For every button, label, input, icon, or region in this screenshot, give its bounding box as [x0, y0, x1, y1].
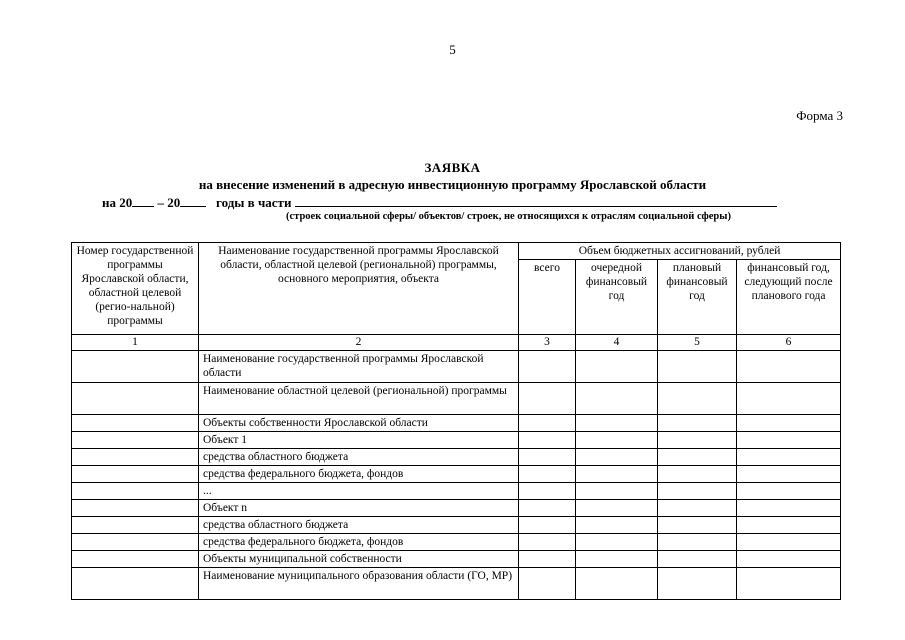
- cell-total: [519, 517, 576, 534]
- cell-planned-year: [658, 466, 737, 483]
- cell-next-year: [576, 383, 658, 415]
- column-number: 1: [72, 335, 199, 351]
- cell-total: [519, 466, 576, 483]
- header-program-name: Наименование государственной программы Ярославской области, областной целевой (региональной) программы, основного мероприятия, объекта: [199, 243, 519, 335]
- cell-planned-year: [658, 551, 737, 568]
- table-row: [72, 383, 841, 415]
- cell-planned-year: [658, 500, 737, 517]
- cell-after-planned: [737, 415, 841, 432]
- year-start-blank: [132, 194, 154, 207]
- cell-name: средства федерального бюджета, фондов: [199, 466, 519, 483]
- column-number: 2: [199, 335, 519, 351]
- page-number: 5: [449, 42, 456, 57]
- cell-planned-year: [658, 568, 737, 600]
- cell-after-planned: [737, 449, 841, 466]
- cell-next-year: [576, 449, 658, 466]
- table-row: [72, 351, 841, 383]
- cell-total: [519, 383, 576, 415]
- cell-after-planned: [737, 383, 841, 415]
- cell-number: [72, 415, 199, 432]
- year-end-blank: [180, 194, 206, 207]
- cell-name: Наименование муниципального образования области (ГО, МР): [199, 568, 519, 600]
- cell-planned-year: [658, 432, 737, 449]
- cell-number: [72, 466, 199, 483]
- table-row: [72, 466, 841, 483]
- cell-total: [519, 534, 576, 551]
- column-number: 3: [519, 335, 576, 351]
- cell-after-planned: [737, 466, 841, 483]
- cell-number: [72, 500, 199, 517]
- cell-total: [519, 500, 576, 517]
- cell-name: средства федерального бюджета, фондов: [199, 534, 519, 551]
- cell-number: [72, 568, 199, 600]
- cell-next-year: [576, 432, 658, 449]
- cell-number: [72, 534, 199, 551]
- cell-number: [72, 383, 199, 415]
- cell-after-planned: [737, 351, 841, 383]
- cell-after-planned: [737, 432, 841, 449]
- cell-next-year: [576, 351, 658, 383]
- table-row: [72, 551, 841, 568]
- cell-number: [72, 517, 199, 534]
- cell-after-planned: [737, 500, 841, 517]
- cell-total: [519, 449, 576, 466]
- column-number: 6: [737, 335, 841, 351]
- cell-name: ...: [199, 483, 519, 500]
- cell-after-planned: [737, 568, 841, 600]
- period-prefix: на 20: [102, 195, 133, 210]
- cell-planned-year: [658, 415, 737, 432]
- cell-name: Наименование государственной программы Ярославской области: [199, 351, 519, 383]
- table-row: [72, 483, 841, 500]
- header-row: [72, 243, 841, 260]
- cell-number: [72, 551, 199, 568]
- cell-name: Наименование областной целевой (региональной) программы: [199, 383, 519, 415]
- cell-after-planned: [737, 551, 841, 568]
- document-subtitle: на внесение изменений в адресную инвестиционную программу Ярославской области: [198, 177, 707, 192]
- table-row: [72, 432, 841, 449]
- period-line: [102, 194, 777, 211]
- cell-total: [519, 351, 576, 383]
- header-planned-year: плановый финансовый год: [658, 260, 737, 335]
- cell-name: Объект 1: [199, 432, 519, 449]
- cell-total: [519, 432, 576, 449]
- table-row: [72, 568, 841, 600]
- table-row: [72, 415, 841, 432]
- cell-number: [72, 351, 199, 383]
- cell-name: средства областного бюджета: [199, 449, 519, 466]
- cell-after-planned: [737, 517, 841, 534]
- cell-total: [519, 415, 576, 432]
- header-after-planned-year: финансовый год, следующий после планового года: [737, 260, 841, 335]
- cell-number: [72, 483, 199, 500]
- cell-planned-year: [658, 449, 737, 466]
- cell-name: средства областного бюджета: [199, 517, 519, 534]
- header-next-year: очередной финансовый год: [576, 260, 658, 335]
- cell-next-year: [576, 551, 658, 568]
- cell-planned-year: [658, 517, 737, 534]
- cell-planned-year: [658, 383, 737, 415]
- cell-planned-year: [658, 483, 737, 500]
- cell-total: [519, 551, 576, 568]
- cell-number: [72, 432, 199, 449]
- cell-planned-year: [658, 534, 737, 551]
- period-dash: – 20: [154, 195, 181, 210]
- cell-next-year: [576, 568, 658, 600]
- table-row: [72, 500, 841, 517]
- cell-name: Объекты муниципальной собственности: [199, 551, 519, 568]
- cell-next-year: [576, 500, 658, 517]
- cell-next-year: [576, 415, 658, 432]
- header-total: всего: [519, 260, 576, 335]
- table-row: [72, 449, 841, 466]
- form-label: Форма 3: [796, 108, 843, 123]
- request-table: [71, 242, 841, 600]
- cell-total: [519, 483, 576, 500]
- table-row: [72, 517, 841, 534]
- cell-name: Объекты собственности Ярославской области: [199, 415, 519, 432]
- header-program-number: Номер государственной программы Ярославской области, областной целевой (регио-нальной) программы: [72, 243, 199, 335]
- cell-planned-year: [658, 351, 737, 383]
- column-number: 4: [576, 335, 658, 351]
- category-blank: [295, 194, 777, 207]
- cell-name: Объект n: [199, 500, 519, 517]
- table-row: [72, 534, 841, 551]
- cell-after-planned: [737, 534, 841, 551]
- cell-after-planned: [737, 483, 841, 500]
- cell-number: [72, 449, 199, 466]
- cell-next-year: [576, 466, 658, 483]
- period-suffix: годы в части: [216, 195, 292, 210]
- document-title: ЗАЯВКА: [424, 160, 481, 175]
- cell-total: [519, 568, 576, 600]
- cell-next-year: [576, 517, 658, 534]
- cell-next-year: [576, 483, 658, 500]
- header-budget-group: Объем бюджетных ассигнований, рублей: [519, 243, 841, 260]
- category-hint: (строек социальной сферы/ объектов/ строек, не относящихся к отраслям социальной сферы): [286, 211, 731, 222]
- column-number: 5: [658, 335, 737, 351]
- column-number-row: [72, 335, 841, 351]
- cell-next-year: [576, 534, 658, 551]
